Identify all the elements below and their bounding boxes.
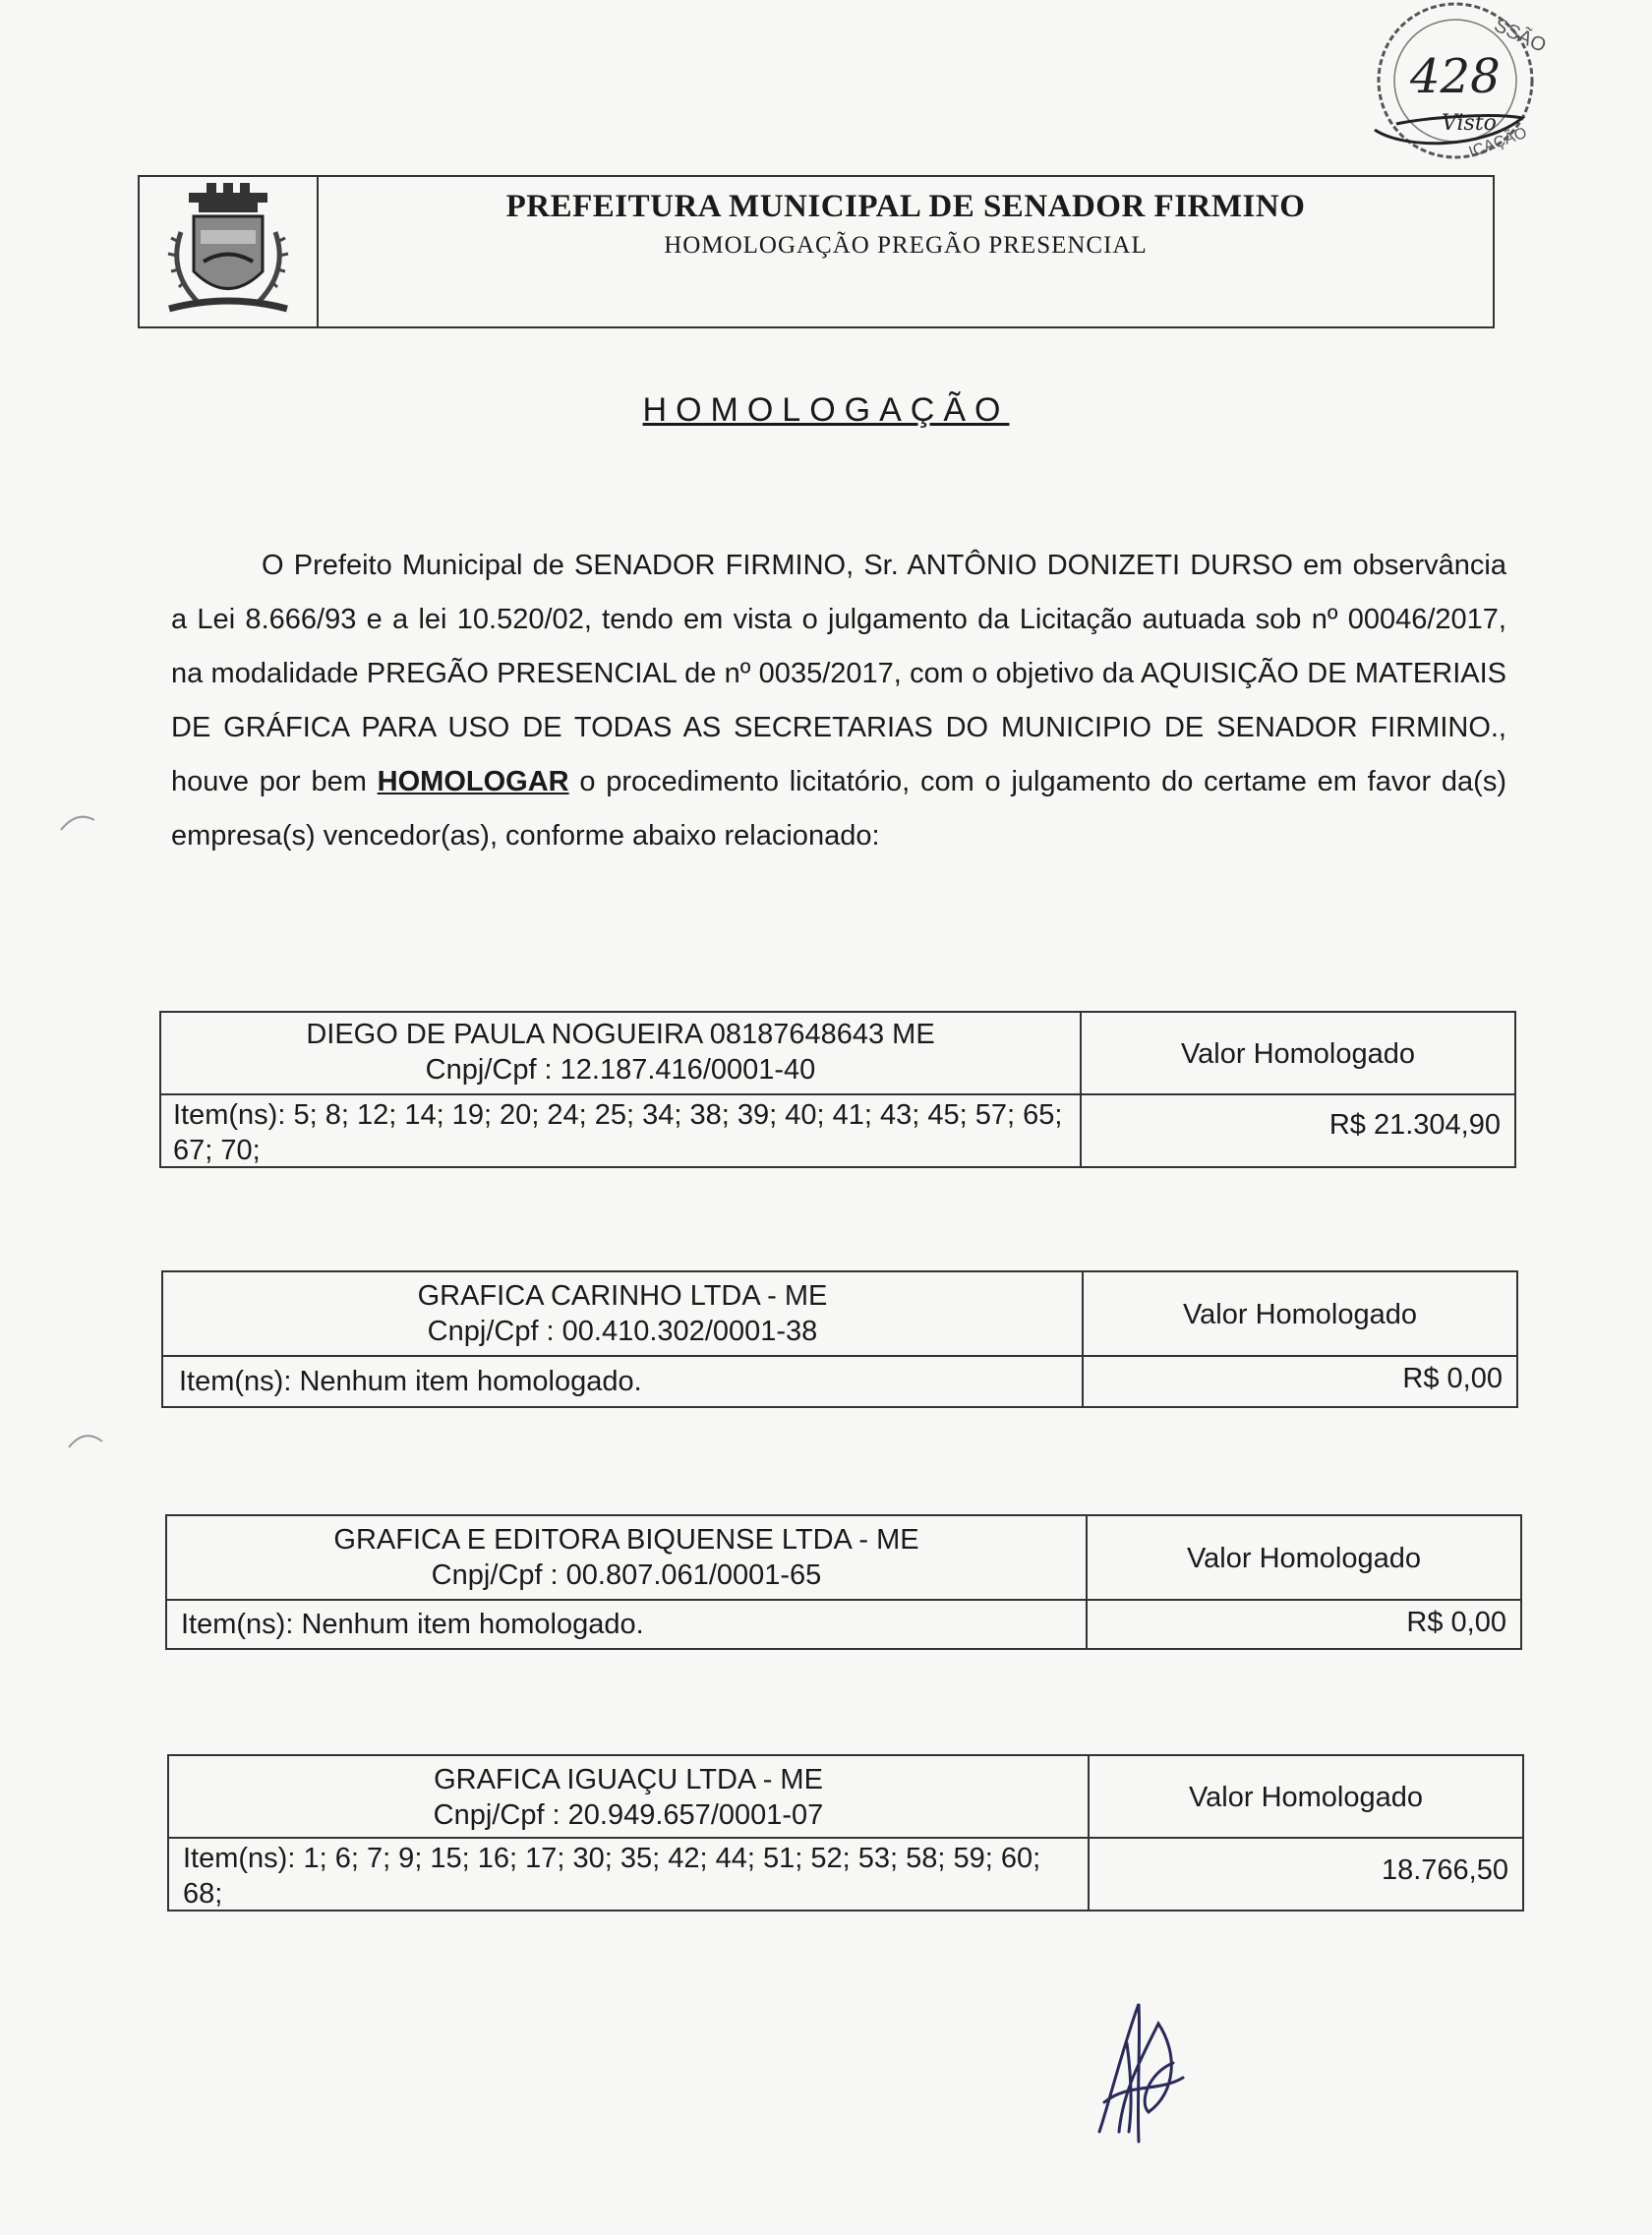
homologation-paragraph bbox=[171, 539, 1506, 863]
supplier-name: GRAFICA E EDITORA BIQUENSE LTDA - ME bbox=[333, 1524, 919, 1556]
supplier-name: DIEGO DE PAULA NOGUEIRA 08187648643 ME bbox=[306, 1019, 935, 1050]
supplier-name: GRAFICA CARINHO LTDA - ME bbox=[417, 1280, 828, 1312]
stamp-number: 428 bbox=[1410, 49, 1501, 104]
municipality-title: PREFEITURA MUNICIPAL DE SENADOR FIRMINO bbox=[505, 189, 1306, 224]
paragraph-text-after: o procedimento licitatório, com o julgamento do certame em favor da(s) empresa(s) vencedor(as), conforme abaixo relacionado: bbox=[171, 766, 1506, 852]
supplier-name: GRAFICA IGUAÇU LTDA - ME bbox=[434, 1764, 823, 1795]
supplier-table bbox=[167, 1754, 1524, 1912]
supplier-value: 18.766,50 bbox=[1381, 1854, 1508, 1886]
margin-mark-icon bbox=[67, 1424, 106, 1453]
document-type-subtitle: HOMOLOGAÇÃO PREGÃO PRESENCIAL bbox=[664, 232, 1148, 259]
valor-homologado-label: Valor Homologado bbox=[1084, 1272, 1516, 1357]
supplier-table bbox=[161, 1270, 1518, 1408]
handwritten-signature bbox=[1080, 1984, 1198, 2151]
stamp-icon bbox=[1345, 2, 1550, 179]
supplier-value: R$ 21.304,90 bbox=[1328, 1109, 1501, 1141]
page-title: HOMOLOGAÇÃO bbox=[642, 391, 1010, 429]
supplier-items: Item(ns): 1; 6; 7; 9; 15; 16; 17; 30; 35; 42; 44; 51; 52; 53; 58; 59; 60; 68; bbox=[169, 1839, 1090, 1910]
supplier-cnpj: Cnpj/Cpf : 20.949.657/0001-07 bbox=[433, 1799, 824, 1831]
valor-homologado-label: Valor Homologado bbox=[1082, 1013, 1514, 1095]
margin-mark-icon bbox=[59, 806, 98, 836]
supplier-cnpj: Cnpj/Cpf : 00.807.061/0001-65 bbox=[431, 1559, 822, 1591]
supplier-name-cell bbox=[167, 1516, 1088, 1601]
stamp-visto: Visto bbox=[1442, 111, 1497, 136]
stamp-ring-bottom: ICAÇÃO bbox=[1466, 124, 1530, 161]
supplier-items: Item(ns): Nenhum item homologado. bbox=[167, 1601, 1088, 1648]
protocol-stamp bbox=[1345, 2, 1550, 179]
paragraph-highlight: HOMOLOGAR bbox=[377, 766, 569, 797]
letterhead bbox=[138, 175, 1495, 328]
supplier-items: Item(ns): Nenhum item homologado. bbox=[163, 1357, 1084, 1406]
supplier-items: Item(ns): 5; 8; 12; 14; 19; 20; 24; 25; 34; 38; 39; 40; 41; 43; 45; 57; 65; 67; 70; bbox=[161, 1095, 1082, 1166]
supplier-table bbox=[159, 1011, 1516, 1168]
coat-of-arms-icon bbox=[159, 183, 297, 321]
valor-homologado-label: Valor Homologado bbox=[1090, 1756, 1522, 1839]
letterhead-text bbox=[319, 177, 1493, 326]
paragraph-text-before: O Prefeito Municipal de SENADOR FIRMINO, Sr. ANTÔNIO DONIZETI DURSO em observância a Lei 8.666/93 e a lei 10.520/02, tendo em vista o julgamento da Licitação autuada sob nº 00046/2017, na modalidade PREGÃO PRESENCIAL de nº 0035/2017, com o objetivo da AQUISIÇÃO DE MATERIAIS DE GRÁFICA PARA USO DE TODAS AS SECRETARIAS DO MUNICIPIO DE SENADOR FIRMINO., houve por bem bbox=[171, 550, 1506, 797]
supplier-cnpj: Cnpj/Cpf : 12.187.416/0001-40 bbox=[425, 1054, 816, 1086]
supplier-name-cell bbox=[161, 1013, 1082, 1095]
supplier-name-cell bbox=[163, 1272, 1084, 1357]
signature-icon bbox=[1080, 1984, 1198, 2151]
stamp-ring-top: SSÃO bbox=[1490, 14, 1550, 58]
supplier-value: R$ 0,00 bbox=[1402, 1363, 1503, 1394]
valor-homologado-label: Valor Homologado bbox=[1088, 1516, 1520, 1601]
supplier-cnpj: Cnpj/Cpf : 00.410.302/0001-38 bbox=[427, 1316, 818, 1347]
supplier-table bbox=[165, 1514, 1522, 1650]
logo-cell bbox=[140, 177, 319, 326]
supplier-value: R$ 0,00 bbox=[1406, 1607, 1506, 1638]
supplier-name-cell bbox=[169, 1756, 1090, 1839]
